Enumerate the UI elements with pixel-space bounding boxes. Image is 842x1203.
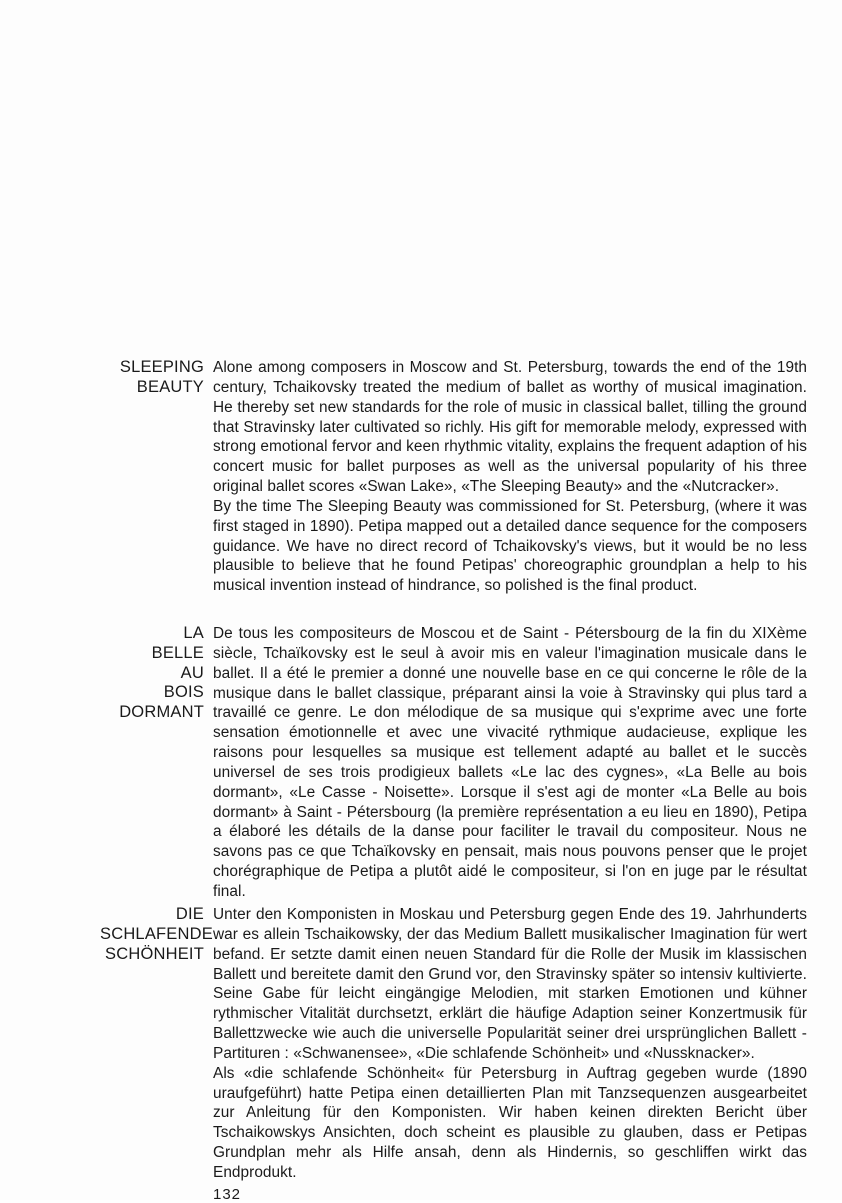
section-heading (100, 624, 204, 723)
paragraph: Alone among composers in Moscow and St. Petersburg, towards the end of the 19th century, Tchaikovsky treated the medium of ballet as worthy of musical imagination. He thereby set new standards for the role of music in classical ballet, tilling the ground that Stravinsky later cultivated so richly. His gift for memorable melody, expressed with strong emotional fervor and keen rhythmic vitality, explains the frequent adaption of his concert music for ballet purposes as well as the universal popularity of his three original ballet scores «Swan Lake», «The Sleeping Beauty» and the «Nutcracker». (213, 359, 807, 496)
section-body (213, 358, 807, 596)
paragraph: By the time The Sleeping Beauty was commissioned for St. Petersburg, (where it was first staged in 1890). Petipa mapped out a detailed dance sequence for the composers guidance. We have no direct record of Tchaikovsky's views, but it would be no less plausible to believe that he found Petipas' choreographic groundplan a help to his musical invention instead of hindrance, so polished is the final product. (213, 497, 807, 595)
section-body (213, 905, 807, 1183)
paragraph: Unter den Komponisten in Moskau und Petersburg gegen Ende des 19. Jahrhunderts war es allein Tschaikowsky, der das Medium Ballett musikalischer Imagination für wert befand. Er setzte damit einen neuen Standard für die Rolle der Musik im klassischen Ballett und bereitete damit den Grund vor, den Stravinsky später so intensiv kultivierte. Seine Gabe für leicht eingängige Melodien, mit starken Emotionen und kühner rythmischer Vitalität durchsetzt, erklärt die häufige Adaption seiner Konzertmusik für Ballettzwecke wie auch die universelle Popularität seiner drei ursprünglichen Ballett - Partituren : «Schwanensee», «Die schlafende Schönheit» und «Nussknacker». (213, 906, 807, 1062)
section-body (213, 624, 807, 902)
section-heading (100, 905, 213, 964)
paragraph: Als «die schlafende Schönheit« für Petersburg in Auftrag gegeben wurde (1890 uraufgeführt) hatte Petipa einen detaillierten Plan mit Tanzsequenzen ausgearbeitet zur Anleitung für den Komponisten. Wir haben keinen direkten Bericht über Tschaikowskys Ansichten, doch scheint es plausible zu glauben, dass er Petipas Grundplan mehr als Hilfe ansah, denn als Hindernis, so geschliffen wirkt das Endprodukt. (213, 1064, 807, 1181)
heading-line: SLEEPING (119, 358, 204, 376)
paragraph: De tous les compositeurs de Moscou et de Saint - Pétersbourg de la fin du XIXème siècle, Tchaïkovsky est le seul à avoir mis en valeur l'imagination musicale dans le ballet. Il a été le premier a donné une nouvelle base en ce qui concerne le rôle de la musique dans le ballet classique, préparant ainsi la voie à Stravinsky qui plus tard a travaillé ce genre. Le don mélodique de sa musique qui s'exprime avec une forte sensation émotionnelle et avec une vivacité rythmique audacieuse, explique les raisons pour lesquelles sa musique est tellement adapté au ballet et le succès universel de ses trois prodigieux ballets «Le lac des cygnes», «La Belle au bois dormant», «Le Casse - Noisette». Lorsque il s'est agi de monter «La Belle au bois dormant» à Saint - Pétersbourg (la première représentation a eu lieu en 1890), Petipa a élaboré les détails de la danse pour faciliter le travail du compositeur. Nous ne savons pas ce que Tchaïkovsky en pensait, mais nous pouvons penser que le projet chorégraphique de Petipa a plutôt aidé le compositeur, si l'on en juge par le résultat final. (213, 625, 807, 900)
heading-line: AU (180, 663, 204, 682)
heading-line: DORMANT (119, 703, 204, 722)
heading-line: BELLE (151, 643, 204, 662)
heading-line: DIE (175, 905, 204, 923)
heading-line: BOIS (163, 683, 204, 702)
heading-line: BEAUTY (136, 377, 204, 396)
heading-line: SCHÖNHEIT (105, 944, 204, 963)
page-number: 132 (213, 1186, 242, 1203)
section-heading (100, 358, 204, 398)
heading-line: SCHLAFENDE (100, 924, 213, 943)
heading-line: LA (183, 624, 204, 642)
